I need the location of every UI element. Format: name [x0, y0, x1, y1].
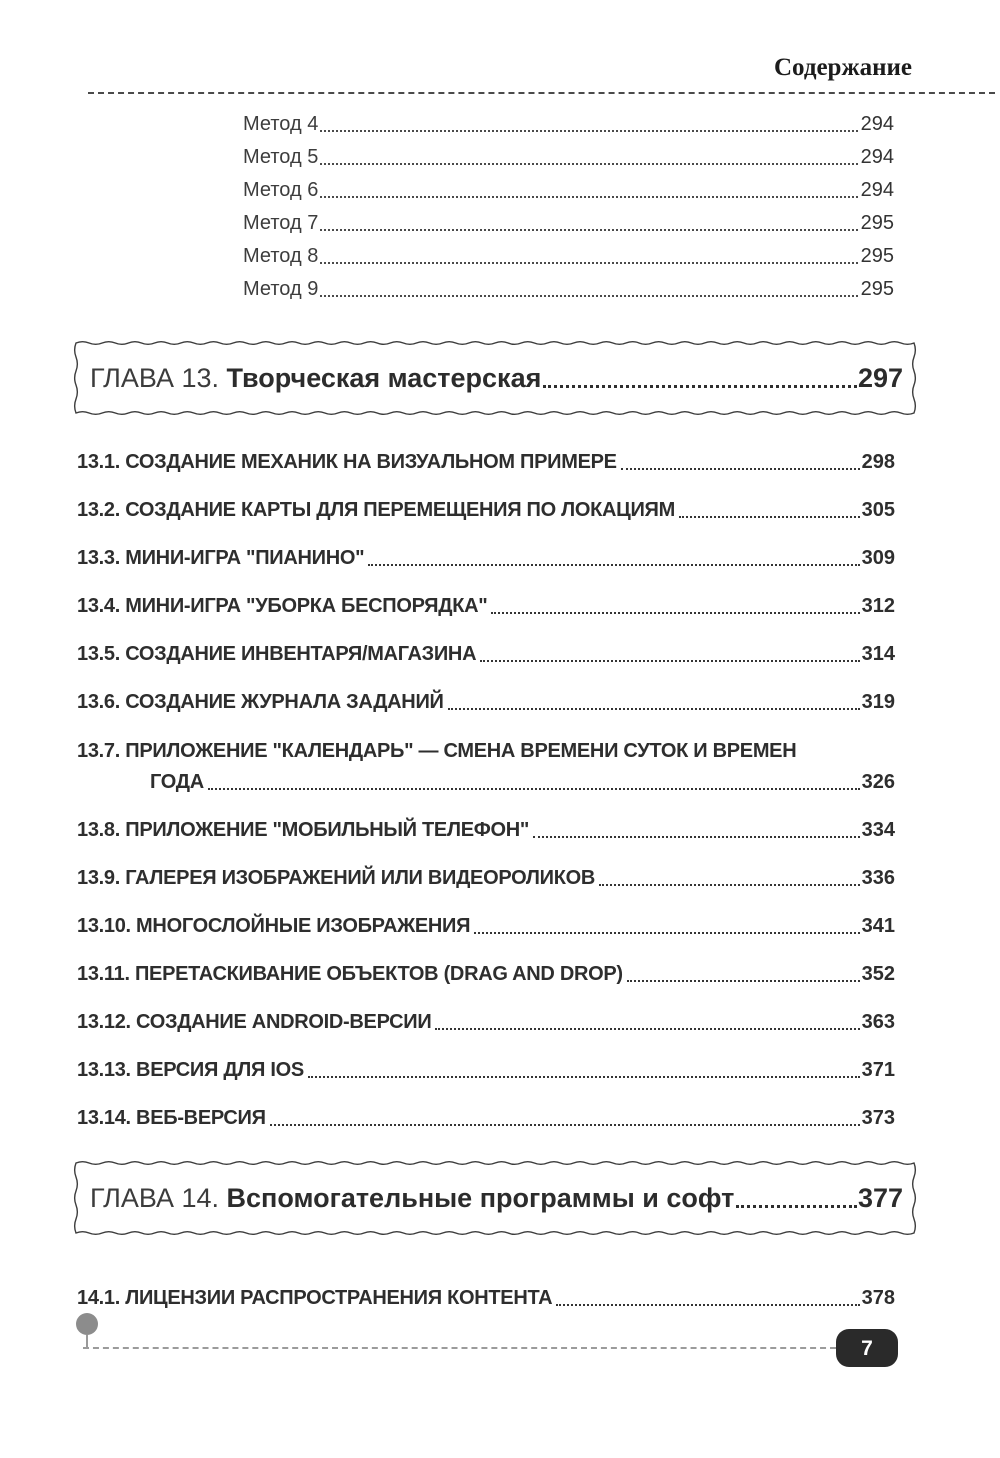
chapter-title: Вспомогательные программы и софт	[226, 1183, 735, 1213]
toc-entry-page: 334	[861, 819, 895, 841]
toc-method-entry	[243, 141, 894, 174]
toc-section-entry	[77, 740, 895, 793]
toc-entry-label: 13.10. МНОГОСЛОЙНЫЕ ИЗОБРАЖЕНИЯ	[77, 915, 471, 937]
toc-section-entry	[77, 692, 895, 713]
dot-leader	[621, 468, 860, 470]
dot-leader	[270, 1124, 860, 1126]
toc-entry-label: 13.7. ПРИЛОЖЕНИЕ "КАЛЕНДАРЬ" — СМЕНА ВРЕМЕНИ СУТОК И ВРЕМЕН	[77, 740, 797, 762]
toc-entry-page: 319	[861, 691, 895, 713]
toc-entry-page: 295	[860, 212, 894, 234]
toc-entry-label: 13.11. ПЕРЕТАСКИВАНИЕ ОБЪЕКТОВ (DRAG AND DROP)	[77, 963, 623, 985]
chapter-page: 297	[857, 363, 903, 393]
toc-method-entry	[243, 273, 894, 306]
toc-entry-page: 336	[861, 867, 895, 889]
page-header	[88, 52, 995, 94]
toc-entry-page: 294	[860, 146, 894, 168]
toc-section-entry	[77, 548, 895, 569]
toc-entry-label: Метод 6	[243, 179, 319, 201]
toc-entry-label-continued: ГОДА	[150, 771, 204, 793]
toc-section-entry	[77, 820, 895, 841]
dot-leader	[320, 295, 857, 297]
toc-entry-label: 14.1. ЛИЦЕНЗИИ РАСПРОСТРАНЕНИЯ КОНТЕНТА	[77, 1287, 553, 1309]
toc-method-entry	[243, 240, 894, 273]
page-footer	[75, 1329, 898, 1367]
dot-leader	[368, 564, 859, 566]
chapter-13-heading	[73, 340, 917, 416]
toc-entry-page: 294	[860, 113, 894, 135]
toc-section-entry	[77, 916, 895, 937]
toc-entry-label: 13.13. ВЕРСИЯ ДЛЯ IOS	[77, 1059, 304, 1081]
page-title: Содержание	[773, 54, 912, 81]
toc-section-entry	[77, 644, 895, 665]
toc-entry-page: 295	[860, 245, 894, 267]
toc-section-entry	[77, 1060, 895, 1081]
dot-leader	[627, 980, 860, 982]
toc-entry-label: 13.8. ПРИЛОЖЕНИЕ "МОБИЛЬНЫЙ ТЕЛЕФОН"	[77, 819, 530, 841]
dot-leader	[448, 708, 860, 710]
toc-entry-page: 378	[861, 1287, 895, 1309]
dot-leader	[556, 1304, 859, 1306]
toc-section-entry	[77, 868, 895, 889]
dot-leader	[320, 130, 857, 132]
toc-entry-label: 13.4. МИНИ-ИГРА "УБОРКА БЕСПОРЯДКА"	[77, 595, 488, 617]
toc-entry-page: 352	[861, 963, 895, 985]
toc-method-list	[243, 108, 894, 306]
toc-entry-page: 295	[860, 278, 894, 300]
toc-method-entry	[243, 174, 894, 207]
toc-entry-page: 371	[861, 1059, 895, 1081]
dot-leader	[435, 1028, 859, 1030]
toc-section-entry	[77, 596, 895, 617]
toc-entry-label: 13.2. СОЗДАНИЕ КАРТЫ ДЛЯ ПЕРЕМЕЩЕНИЯ ПО ЛОКАЦИЯМ	[77, 499, 675, 521]
toc-section-entry	[77, 500, 895, 521]
toc-method-entry	[243, 108, 894, 141]
toc-entry-page: 298	[861, 451, 895, 473]
toc-entry-label: Метод 4	[243, 113, 319, 135]
toc-entry-page: 294	[860, 179, 894, 201]
toc-entry-label: 13.12. СОЗДАНИЕ ANDROID-ВЕРСИИ	[77, 1011, 432, 1033]
dot-leader	[543, 385, 857, 388]
toc-entry-label: 13.3. МИНИ-ИГРА "ПИАНИНО"	[77, 547, 365, 569]
toc-entry-label: Метод 9	[243, 278, 319, 300]
footer-rule	[83, 1347, 836, 1349]
toc-method-entry	[243, 207, 894, 240]
toc-section-entry	[77, 964, 895, 985]
toc-section-entry	[77, 1012, 895, 1033]
toc-entry-label: 13.14. ВЕБ-ВЕРСИЯ	[77, 1107, 266, 1129]
dot-leader	[736, 1205, 857, 1208]
dot-leader	[320, 229, 857, 231]
toc-entry-label: Метод 8	[243, 245, 319, 267]
toc-entry-page: 309	[861, 547, 895, 569]
chapter-page: 377	[857, 1183, 903, 1213]
chapter-number: ГЛАВА 13.	[90, 363, 227, 393]
page-number-badge	[836, 1329, 898, 1367]
toc-entry-page: 305	[861, 499, 895, 521]
toc-entry-page: 326	[861, 771, 895, 793]
toc-main-column	[77, 340, 903, 1336]
toc-entry-page: 312	[861, 595, 895, 617]
dot-leader	[491, 612, 859, 614]
chapter-title: Творческая мастерская	[226, 363, 542, 393]
toc-section-entry	[77, 1288, 895, 1309]
dot-leader	[320, 196, 857, 198]
toc-section-entry	[77, 1108, 895, 1129]
dot-leader	[308, 1076, 860, 1078]
dot-leader	[320, 163, 857, 165]
page-number: 7	[861, 1336, 873, 1360]
toc-entry-label: Метод 5	[243, 146, 319, 168]
dot-leader	[599, 884, 860, 886]
chapter-14-heading	[73, 1160, 917, 1236]
toc-entry-page: 373	[861, 1107, 895, 1129]
dot-leader	[474, 932, 859, 934]
chapter-number: ГЛАВА 14.	[90, 1183, 227, 1213]
dot-leader	[533, 836, 860, 838]
dot-leader	[320, 262, 857, 264]
toc-entry-label: Метод 7	[243, 212, 319, 234]
toc-entry-label: 13.1. СОЗДАНИЕ МЕХАНИК НА ВИЗУАЛЬНОМ ПРИМЕРЕ	[77, 451, 617, 473]
dot-leader	[480, 660, 859, 662]
toc-entry-label: 13.5. СОЗДАНИЕ ИНВЕНТАРЯ/МАГАЗИНА	[77, 643, 477, 665]
toc-entry-label: 13.6. СОЗДАНИЕ ЖУРНАЛА ЗАДАНИЙ	[77, 691, 444, 713]
dot-leader	[208, 788, 860, 790]
toc-entry-page: 363	[861, 1011, 895, 1033]
toc-entry-label: 13.9. ГАЛЕРЕЯ ИЗОБРАЖЕНИЙ ИЛИ ВИДЕОРОЛИКОВ	[77, 867, 596, 889]
toc-entry-page: 341	[861, 915, 895, 937]
dot-leader	[679, 516, 860, 518]
toc-section-entry	[77, 452, 895, 473]
toc-entry-page: 314	[861, 643, 895, 665]
